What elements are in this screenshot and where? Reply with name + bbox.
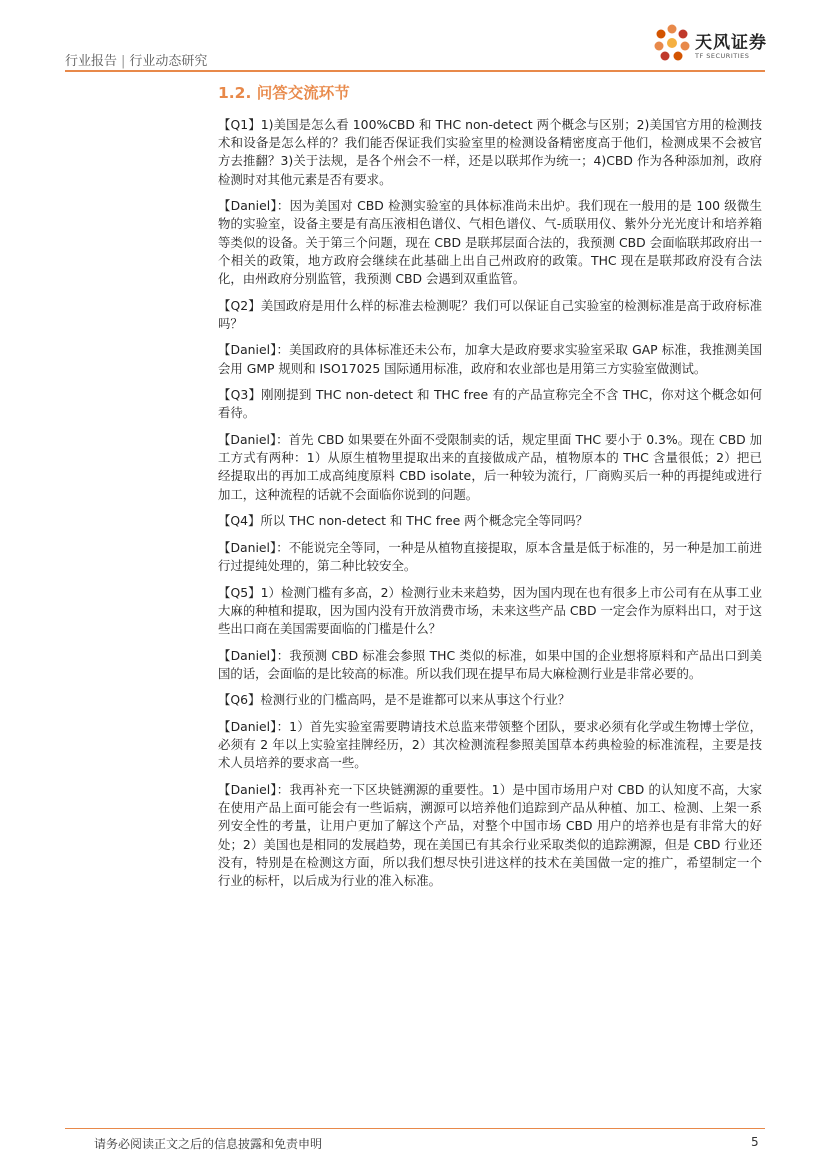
footer-disclaimer: 请务必阅读正文之后的信息披露和免责申明: [94, 1137, 323, 1151]
qa-paragraph: 【Daniel】：美国政府的具体标准还未公布，加拿大是政府要求实验室采取 GAP 标准，我推测美国会用 GMP 规则和 ISO17025 国际通用标准，政府和农业部也是用第三方实验室做测试。: [218, 342, 762, 376]
report-subcategory: 行业动态研究: [129, 54, 208, 69]
page-number: 5: [751, 1135, 759, 1149]
qa-paragraph: 【Daniel】：我预测 CBD 标准会参照 THC 类似的标准，如果中国的企业想将原料和产品出口到美国的话，会面临的是比较高的标准。所以我们现在提早布局大麻检测行业是非常必要的。: [218, 647, 762, 681]
qa-paragraph: 【Q2】美国政府是用什么样的标准去检测呢？我们可以保证自己实验室的检测标准是高于政府标准吗？: [218, 297, 762, 331]
brand-name-cn: 天风证券: [695, 33, 767, 53]
footer-divider: [65, 1128, 765, 1129]
qa-paragraph: 【Daniel】：1）首先实验室需要聘请技术总监来带领整个团队，要求必须有化学或生物博士学位，必须有 2 年以上实验室挂牌经历，2）其次检测流程参照美国草本药典检验的标准流程，主要是技术人员培养的要求高一些。: [218, 718, 762, 771]
main-content: [218, 80, 762, 899]
qa-paragraph: 【Daniel】：首先 CBD 如果要在外面不受限制卖的话，规定里面 THC 要小于 0.3%。现在 CBD 加工方式有两种：1）从原生植物里提取出来的直接做成产品，植物原本的 THC 含量很低；2）把已经提取出的再加工成高纯度原料 CBD isolate，后一种较为流行，厂商购买后一种的再提纯或进行加工，这种流程的话就不会面临你说到的问题。: [218, 432, 762, 502]
qa-paragraph: 【Q6】检测行业的门槛高吗，是不是谁都可以来从事这个行业？: [218, 692, 571, 708]
qa-paragraph: 【Daniel】：我再补充一下区块链溯源的重要性。1）是中国市场用户对 CBD 的认知度不高，大家在使用产品上面可能会有一些诟病，溯源可以培养他们追踪到产品从种植、加工、检测、上架一系列安全性的考量，让用户更加了解这个产品，对整个中国市场 CBD 用户的培养也是有非常大的好处；2）美国也是相同的发展趋势，现在美国已有其余行业采取类似的追踪溯源，但是 CBD 行业还没有，特别是在检测这方面，所以我们想尽快引进这样的技术在美国做一定的推广，希望制定一个行业的标杆，以后成为行业的准入标准。: [218, 781, 762, 888]
brand-name-en: TF SECURITIES: [695, 52, 750, 60]
brand-logo: [652, 22, 767, 66]
qa-paragraph: 【Q3】刚刚提到 THC non-detect 和 THC free 有的产品宣称完全不含 THC，你对这个概念如何看待。: [218, 387, 762, 421]
header-divider: [65, 70, 765, 72]
breadcrumb-separator: |: [121, 54, 126, 69]
qa-paragraph: 【Daniel】：因为美国对 CBD 检测实验室的具体标准尚未出炉。我们现在一般用的是 100 级微生物的实验室，设备主要是有高压液相色谱仪、气相色谱仪、气-质联用仪、紫外分光光度计和培养箱等类似的设备。关于第三个问题，现在 CBD 是联邦层面合法的，我预测 CBD 会面临联邦政府出一个相关的政策，地方政府会继续在此基础上出自己州政府的政策。THC 现在是联邦政府没有合法化，由州政府分别监管，我预测 CBD 会遇到双重监管。: [218, 198, 762, 287]
section-title: 1.2. 问答交流环节: [218, 84, 350, 102]
report-category: 行业报告: [65, 54, 118, 69]
flower-logo-icon: [652, 22, 692, 66]
qa-paragraph: 【Q5】1）检测门槛有多高，2）检测行业未来趋势，因为国内现在也有很多上市公司有在从事工业大麻的种植和提取，因为国内没有开放消费市场，未来这些产品 CBD 一定会作为原料出口，对于这些出口商在美国需要面临的门槛是什么？: [218, 584, 762, 636]
qa-paragraph: 【Q4】所以 THC non-detect 和 THC free 两个概念完全等同吗？: [218, 513, 589, 529]
header-breadcrumb: [65, 50, 207, 69]
qa-paragraph: 【Daniel】：不能说完全等同，一种是从植物直接提取，原本含量是低于标准的，另一种是加工前进行过提纯处理的，第二种比较安全。: [218, 539, 762, 573]
qa-paragraph: 【Q1】1)美国是怎么看 100%CBD 和 THC non-detect 两个概念与区别；2)美国官方用的检测技术和设备是怎么样的？我们能否保证我们实验室里的检测设备精密度高于他们，检测成果不会被官方去推翻？3)关于法规，是各个州会不一样，还是以联邦作为统一；4)CBD 作为各种添加剂，政府检测时对其他元素是否有要求。: [218, 117, 762, 187]
